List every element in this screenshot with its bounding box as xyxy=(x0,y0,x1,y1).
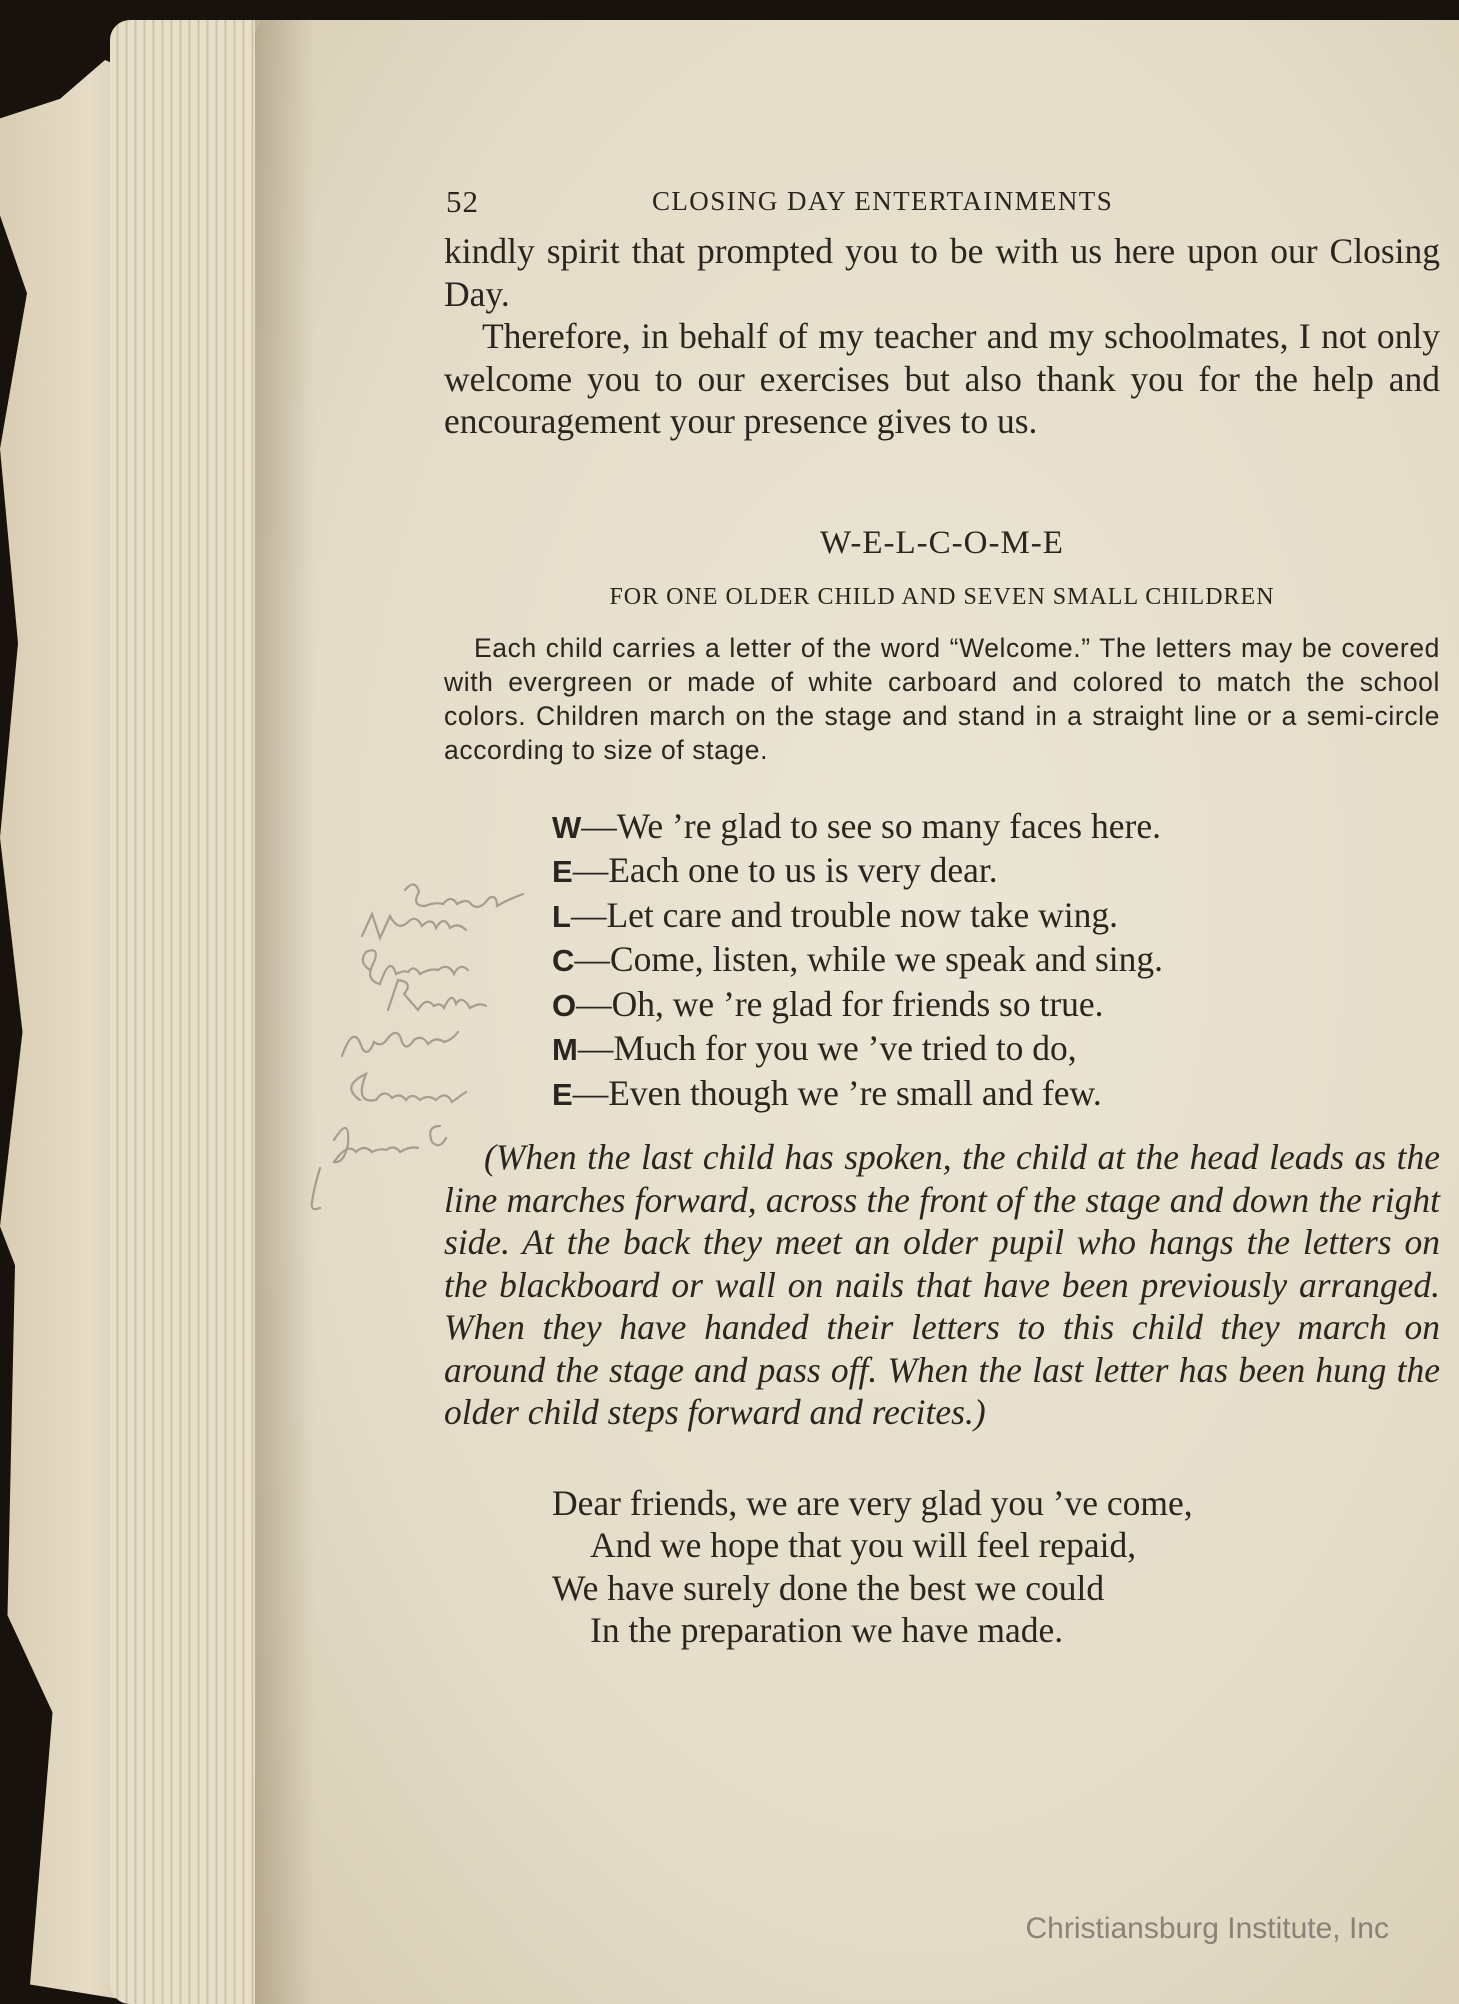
acrostic-text: —Let care and trouble now take wing. xyxy=(570,894,1119,935)
poem-line: In the preparation we have made. xyxy=(590,1610,1064,1650)
acrostic-letter: C xyxy=(552,943,575,978)
page-number: 52 xyxy=(446,184,479,219)
acrostic-line xyxy=(552,805,1440,850)
intro-paragraph-1: kindly spirit that prompted you to be with us here upon our Closing Day. xyxy=(444,231,1440,314)
handwritten-names xyxy=(300,878,550,1238)
acrostic-letter: M xyxy=(552,1032,578,1067)
acrostic-letter: L xyxy=(552,898,571,934)
acrostic-line xyxy=(552,1027,1440,1072)
handwriting-stroke xyxy=(351,1074,466,1102)
recitation-poem xyxy=(552,1482,1440,1652)
acrostic-letter: E xyxy=(552,854,573,889)
acrostic-line xyxy=(552,849,1440,894)
section-subtitle: FOR ONE OLDER CHILD AND SEVEN SMALL CHILDREN xyxy=(609,583,1275,610)
handwriting-stroke xyxy=(334,1126,446,1162)
acrostic-text: —Come, listen, while we speak and sing. xyxy=(574,939,1164,979)
page-content xyxy=(444,180,1440,1652)
handwriting-stroke xyxy=(342,1032,458,1056)
stage-direction-text: (When the last child has spoken, the child at the head leads as the line marches forward, across the front of the stage and down the right side. At the back they meet an older pupil who hangs the letters on the blackboard or wall on nails that have been previously arranged. When they have handed their letters to this child they march on around the stage and pass off. When the last letter has been hung the older child steps forward and recites.) xyxy=(444,1137,1440,1432)
stage-direction xyxy=(444,1136,1440,1434)
poem-line: We have surely done the best we could xyxy=(552,1567,1105,1608)
acrostic-text: —Much for you we ’ve tried to do, xyxy=(577,1028,1077,1068)
running-title: CLOSING DAY ENTERTAINMENTS xyxy=(652,186,1114,216)
acrostic-letter: W xyxy=(552,809,582,845)
acrostic-letter: O xyxy=(552,987,577,1023)
watermark: Christiansburg Institute, Inc xyxy=(1025,1912,1389,1945)
directions-text: Each child carries a letter of the word “Welcome.” The letters may be covered with evergreen or made of white carboard and colored to match the school colors. Children march on the stage and stand in a straight line or a semi-circle according to size of stage. xyxy=(444,632,1440,765)
handwriting-stroke xyxy=(312,1168,320,1209)
acrostic-line xyxy=(552,894,1440,939)
handwriting-stroke xyxy=(388,980,486,1010)
acrostic-letter: E xyxy=(552,1076,573,1112)
poem-line: Dear friends, we are very glad you ’ve come, xyxy=(552,1482,1193,1523)
acrostic-text: —Oh, we ’re glad for friends so true. xyxy=(576,983,1104,1024)
poem-line: And we hope that you will feel repaid, xyxy=(590,1525,1137,1565)
acrostic-poem xyxy=(552,805,1440,1117)
acrostic-text: —We ’re glad to see so many faces here. xyxy=(581,805,1161,846)
acrostic-line xyxy=(552,1072,1440,1117)
section-title: W-E-L-C-O-M-E xyxy=(820,524,1064,561)
intro-paragraph-2: Therefore, in behalf of my teacher and my schoolmates, I not only welcome you to our exercises but also thank you for the help and encouragement your presence gives to us. xyxy=(444,316,1440,441)
acrostic-text: —Even though we ’re small and few. xyxy=(572,1072,1102,1113)
handwriting-stroke xyxy=(405,884,523,906)
acrostic-text: —Each one to us is very dear. xyxy=(572,850,998,890)
handwriting-stroke xyxy=(362,914,466,938)
acrostic-line xyxy=(552,983,1440,1028)
directions xyxy=(444,631,1440,767)
acrostic-line xyxy=(552,938,1440,983)
running-head xyxy=(444,180,1440,230)
handwriting-stroke xyxy=(363,950,468,984)
